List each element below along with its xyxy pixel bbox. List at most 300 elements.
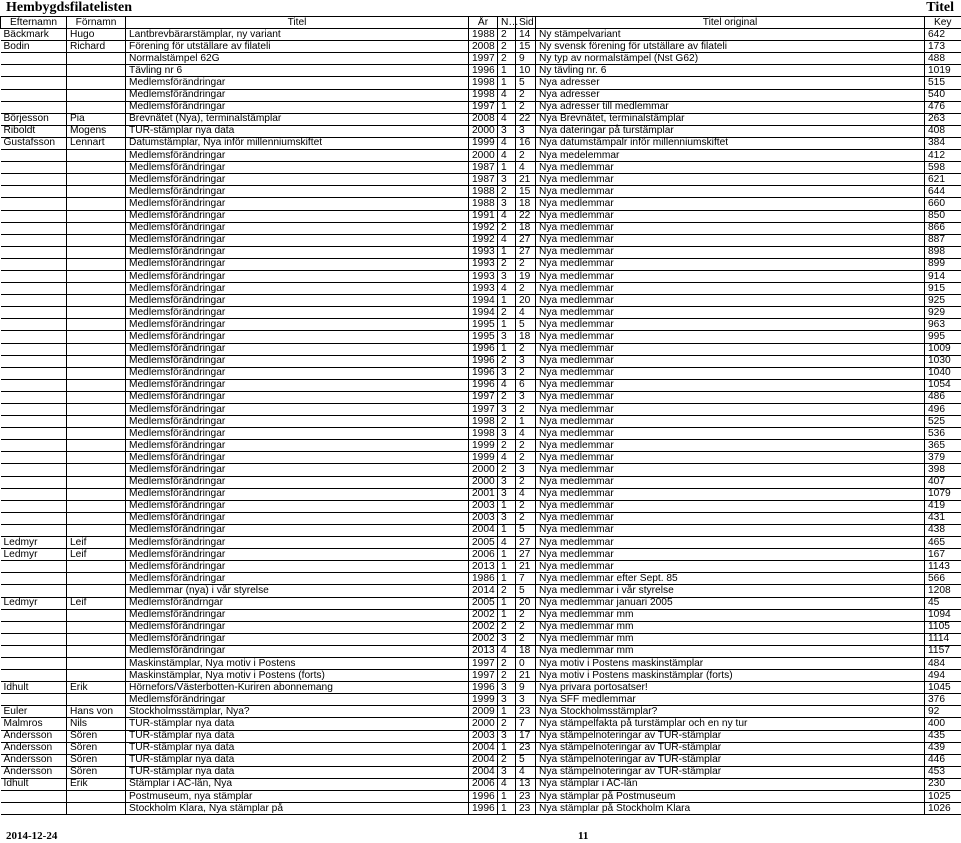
cell-nummer: 4: [498, 778, 516, 790]
cell-nummer: 1: [498, 246, 516, 258]
cell-titel: TUR-stämplar nya data: [126, 125, 469, 137]
table-row: [1, 404, 961, 416]
cell-nummer: 3: [498, 766, 516, 778]
cell-fornamn: [67, 428, 126, 440]
cell-ar: 2002: [469, 633, 498, 645]
cell-key: 850: [925, 210, 961, 222]
cell-fornamn: [67, 210, 126, 222]
cell-titel: Maskinstämplar, Nya motiv i Postens (forts): [126, 670, 469, 682]
cell-efternamn: [1, 791, 67, 803]
cell-titel-original: Nya medlemmar: [536, 246, 925, 258]
cell-fornamn: [67, 283, 126, 295]
cell-key: 412: [925, 150, 961, 162]
cell-sid: 2: [516, 150, 536, 162]
cell-titel-original: Nya medlemmar: [536, 222, 925, 234]
cell-sid: 14: [516, 29, 536, 41]
col-header-sid: Sid: [516, 17, 536, 29]
cell-nummer: 3: [498, 367, 516, 379]
cell-titel-original: Nya stämplar på Postmuseum: [536, 791, 925, 803]
cell-fornamn: [67, 416, 126, 428]
cell-efternamn: Andersson: [1, 730, 67, 742]
cell-key: 92: [925, 706, 961, 718]
cell-efternamn: [1, 270, 67, 282]
cell-titel: Medlemsförändringar: [126, 210, 469, 222]
table-row: [1, 137, 961, 149]
cell-efternamn: [1, 488, 67, 500]
cell-key: 167: [925, 549, 961, 561]
cell-fornamn: Sören: [67, 730, 126, 742]
cell-nummer: 1: [498, 561, 516, 573]
cell-efternamn: Malmros: [1, 718, 67, 730]
cell-titel-original: Nya medelemmar: [536, 150, 925, 162]
cell-titel-original: Nya medlemmar: [536, 162, 925, 174]
cell-nummer: 1: [498, 319, 516, 331]
cell-titel-original: Nya medlemmar: [536, 367, 925, 379]
cell-fornamn: [67, 246, 126, 258]
cell-fornamn: [67, 343, 126, 355]
cell-sid: 5: [516, 319, 536, 331]
cell-sid: 2: [516, 404, 536, 416]
cell-efternamn: [1, 803, 67, 815]
table-row: [1, 29, 961, 41]
footer-date: 2014-12-24: [6, 830, 58, 842]
table-row: [1, 633, 961, 645]
table-row: [1, 307, 961, 319]
cell-efternamn: [1, 561, 67, 573]
cell-key: 1025: [925, 791, 961, 803]
cell-ar: 2004: [469, 742, 498, 754]
cell-fornamn: [67, 464, 126, 476]
cell-fornamn: Sören: [67, 754, 126, 766]
cell-sid: 2: [516, 452, 536, 464]
cell-key: 525: [925, 416, 961, 428]
cell-sid: 3: [516, 355, 536, 367]
table-row: [1, 537, 961, 549]
cell-titel: Lantbrevbärarstämplar, ny variant: [126, 29, 469, 41]
cell-titel: Medlemsförändringar: [126, 452, 469, 464]
cell-titel-original: Nya stämpelnoteringar av TUR-stämplar: [536, 754, 925, 766]
cell-sid: 27: [516, 537, 536, 549]
cell-nummer: 2: [498, 464, 516, 476]
cell-titel-original: Nya stämpelnoteringar av TUR-stämplar: [536, 766, 925, 778]
col-header-ar: År: [469, 17, 498, 29]
cell-titel-original: Nya medlemmar: [536, 404, 925, 416]
cell-efternamn: [1, 416, 67, 428]
table-row: [1, 778, 961, 790]
cell-nummer: 3: [498, 512, 516, 524]
cell-ar: 2003: [469, 500, 498, 512]
cell-fornamn: Mogens: [67, 125, 126, 137]
cell-efternamn: [1, 379, 67, 391]
cell-fornamn: Pia: [67, 113, 126, 125]
cell-titel-original: Nya stämplar på Stockholm Klara: [536, 803, 925, 815]
cell-key: 1019: [925, 65, 961, 77]
cell-titel: Medlemsförändringar: [126, 101, 469, 113]
cell-key: 496: [925, 404, 961, 416]
cell-titel-original: Ny svensk förening för utställare av filateli: [536, 41, 925, 53]
cell-sid: 2: [516, 343, 536, 355]
cell-sid: 16: [516, 137, 536, 149]
cell-nummer: 1: [498, 549, 516, 561]
cell-ar: 1988: [469, 29, 498, 41]
cell-titel: Normalstämpel 62G: [126, 53, 469, 65]
cell-sid: 27: [516, 234, 536, 246]
cell-key: 1026: [925, 803, 961, 815]
table-row: [1, 440, 961, 452]
cell-fornamn: Leif: [67, 597, 126, 609]
cell-ar: 2009: [469, 706, 498, 718]
cell-fornamn: [67, 101, 126, 113]
cell-sid: 2: [516, 512, 536, 524]
cell-efternamn: [1, 186, 67, 198]
cell-ar: 2006: [469, 549, 498, 561]
cell-efternamn: [1, 174, 67, 186]
cell-ar: 1996: [469, 367, 498, 379]
table-row: [1, 645, 961, 657]
cell-efternamn: [1, 500, 67, 512]
cell-sid: 9: [516, 53, 536, 65]
cell-titel-original: Nya medlemmar: [536, 500, 925, 512]
cell-titel-original: Nya medlemmar: [536, 307, 925, 319]
cell-sid: 2: [516, 440, 536, 452]
cell-sid: 2: [516, 609, 536, 621]
table-row: [1, 234, 961, 246]
cell-sid: 2: [516, 633, 536, 645]
cell-titel-original: Nya stämpelnoteringar av TUR-stämplar: [536, 730, 925, 742]
cell-key: 1208: [925, 585, 961, 597]
cell-sid: 2: [516, 101, 536, 113]
cell-efternamn: [1, 234, 67, 246]
cell-titel-original: Nya medlemmar: [536, 416, 925, 428]
cell-titel: Medlemsförändringar: [126, 524, 469, 536]
cell-sid: 20: [516, 597, 536, 609]
cell-titel: TUR-stämplar nya data: [126, 754, 469, 766]
table-row: [1, 464, 961, 476]
cell-efternamn: Ledmyr: [1, 597, 67, 609]
cell-titel-original: Nya medlemmar: [536, 488, 925, 500]
footer-page-number: 11: [578, 830, 589, 842]
cell-ar: 2004: [469, 754, 498, 766]
cell-efternamn: [1, 331, 67, 343]
cell-titel: Medlemsförändringar: [126, 258, 469, 270]
cell-fornamn: [67, 561, 126, 573]
cell-sid: 23: [516, 742, 536, 754]
cell-ar: 1996: [469, 65, 498, 77]
cell-fornamn: [67, 258, 126, 270]
cell-titel: Medlemsförändringar: [126, 150, 469, 162]
cell-titel-original: Nya medlemmar: [536, 524, 925, 536]
cell-key: 898: [925, 246, 961, 258]
table-row: [1, 597, 961, 609]
cell-nummer: 2: [498, 258, 516, 270]
cell-fornamn: Sören: [67, 742, 126, 754]
cell-ar: 2000: [469, 718, 498, 730]
cell-sid: 15: [516, 41, 536, 53]
table-row: [1, 41, 961, 53]
cell-key: 1040: [925, 367, 961, 379]
cell-sid: 9: [516, 682, 536, 694]
cell-ar: 1999: [469, 137, 498, 149]
table-row: [1, 476, 961, 488]
cell-nummer: 3: [498, 331, 516, 343]
cell-titel-original: Nya motiv i Postens maskinstämplar: [536, 657, 925, 669]
cell-key: 1094: [925, 609, 961, 621]
cell-titel: Medlemsförändringar: [126, 512, 469, 524]
cell-ar: 2013: [469, 645, 498, 657]
cell-nummer: 1: [498, 343, 516, 355]
cell-sid: 2: [516, 283, 536, 295]
table-row: [1, 561, 961, 573]
cell-ar: 1993: [469, 246, 498, 258]
cell-ar: 1999: [469, 440, 498, 452]
cell-efternamn: [1, 295, 67, 307]
table-row: [1, 379, 961, 391]
cell-titel-original: Nya medlemmar: [536, 428, 925, 440]
cell-sid: 15: [516, 186, 536, 198]
cell-ar: 1997: [469, 670, 498, 682]
cell-ar: 1998: [469, 77, 498, 89]
cell-sid: 23: [516, 803, 536, 815]
cell-fornamn: [67, 391, 126, 403]
cell-titel: Medlemsförändringar: [126, 621, 469, 633]
cell-ar: 2014: [469, 585, 498, 597]
cell-sid: 2: [516, 476, 536, 488]
cell-fornamn: [67, 162, 126, 174]
cell-key: 439: [925, 742, 961, 754]
col-header-nummer: N…: [498, 17, 516, 29]
cell-key: 1143: [925, 561, 961, 573]
cell-efternamn: Andersson: [1, 754, 67, 766]
cell-nummer: 1: [498, 500, 516, 512]
cell-key: 1054: [925, 379, 961, 391]
cell-key: 536: [925, 428, 961, 440]
cell-titel: Medlemsförändringar: [126, 500, 469, 512]
cell-titel: Medlemsförändringar: [126, 549, 469, 561]
cell-nummer: 3: [498, 730, 516, 742]
cell-ar: 1991: [469, 210, 498, 222]
cell-nummer: 2: [498, 416, 516, 428]
cell-titel: Medlemsförändringar: [126, 694, 469, 706]
cell-efternamn: [1, 621, 67, 633]
cell-ar: 2000: [469, 150, 498, 162]
cell-fornamn: [67, 657, 126, 669]
cell-sid: 3: [516, 694, 536, 706]
cell-key: 435: [925, 730, 961, 742]
table-row: [1, 549, 961, 561]
cell-titel: Medlemsförändringar: [126, 246, 469, 258]
cell-fornamn: [67, 355, 126, 367]
cell-efternamn: Andersson: [1, 766, 67, 778]
cell-nummer: 2: [498, 754, 516, 766]
cell-ar: 1998: [469, 428, 498, 440]
cell-titel: Medlemsförändringar: [126, 234, 469, 246]
cell-titel-original: Nya medlemmar: [536, 343, 925, 355]
cell-sid: 21: [516, 670, 536, 682]
cell-ar: 1986: [469, 573, 498, 585]
cell-titel: Medlemsförändringar: [126, 162, 469, 174]
cell-efternamn: [1, 210, 67, 222]
cell-fornamn: [67, 670, 126, 682]
cell-fornamn: [67, 89, 126, 101]
cell-fornamn: [67, 367, 126, 379]
cell-key: 488: [925, 53, 961, 65]
table-row: [1, 416, 961, 428]
cell-titel-original: Nya medlemmar: [536, 452, 925, 464]
cell-key: 263: [925, 113, 961, 125]
table-row: [1, 585, 961, 597]
cell-sid: 2: [516, 500, 536, 512]
cell-ar: 1996: [469, 343, 498, 355]
cell-nummer: 2: [498, 41, 516, 53]
cell-sid: 2: [516, 621, 536, 633]
cell-fornamn: [67, 270, 126, 282]
cell-ar: 1988: [469, 186, 498, 198]
cell-titel: Stockholm Klara, Nya stämplar på: [126, 803, 469, 815]
cell-nummer: 3: [498, 633, 516, 645]
cell-nummer: 2: [498, 718, 516, 730]
cell-sid: 5: [516, 77, 536, 89]
table-header-row: [1, 17, 961, 29]
table-row: [1, 367, 961, 379]
cell-ar: 1993: [469, 258, 498, 270]
table-row: [1, 657, 961, 669]
table-row: [1, 210, 961, 222]
cell-sid: 3: [516, 464, 536, 476]
cell-ar: 2003: [469, 512, 498, 524]
cell-sid: 19: [516, 270, 536, 282]
cell-key: 173: [925, 41, 961, 53]
cell-titel: Stockholmsstämplar, Nya?: [126, 706, 469, 718]
cell-nummer: 1: [498, 65, 516, 77]
cell-titel: Medlemsförändringar: [126, 343, 469, 355]
cell-key: 1105: [925, 621, 961, 633]
cell-key: 1030: [925, 355, 961, 367]
cell-titel-original: Nya medlemmar mm: [536, 645, 925, 657]
cell-sid: 23: [516, 791, 536, 803]
cell-nummer: 4: [498, 234, 516, 246]
cell-nummer: 2: [498, 585, 516, 597]
cell-sid: 23: [516, 706, 536, 718]
cell-nummer: 2: [498, 355, 516, 367]
cell-efternamn: [1, 428, 67, 440]
cell-fornamn: [67, 222, 126, 234]
cell-ar: 2002: [469, 609, 498, 621]
cell-sid: 27: [516, 549, 536, 561]
cell-sid: 4: [516, 766, 536, 778]
cell-fornamn: [67, 404, 126, 416]
cell-titel-original: Nya medlemmar: [536, 379, 925, 391]
col-header-titel-original: Titel original: [536, 17, 925, 29]
cell-nummer: 4: [498, 537, 516, 549]
cell-sid: 4: [516, 162, 536, 174]
table-row: [1, 270, 961, 282]
cell-efternamn: [1, 657, 67, 669]
cell-efternamn: [1, 645, 67, 657]
cell-titel: Medlemsförändringar: [126, 283, 469, 295]
cell-nummer: 3: [498, 270, 516, 282]
cell-ar: 1995: [469, 331, 498, 343]
cell-titel: Medlemsförändringar: [126, 488, 469, 500]
cell-key: 365: [925, 440, 961, 452]
cell-efternamn: Idhult: [1, 778, 67, 790]
cell-fornamn: Leif: [67, 549, 126, 561]
cell-titel: Medlemsförändringar: [126, 222, 469, 234]
cell-titel-original: Nya dateringar på turstämplar: [536, 125, 925, 137]
cell-titel: Förening för utställare av filateli: [126, 41, 469, 53]
cell-sid: 4: [516, 428, 536, 440]
cell-key: 1009: [925, 343, 961, 355]
cell-fornamn: Sören: [67, 766, 126, 778]
cell-titel: Medlemsförändringar: [126, 561, 469, 573]
cell-nummer: 1: [498, 609, 516, 621]
cell-sid: 13: [516, 778, 536, 790]
cell-titel-original: Nya medlemmar: [536, 355, 925, 367]
cell-titel: TUR-stämplar nya data: [126, 766, 469, 778]
cell-nummer: 3: [498, 694, 516, 706]
table-row: [1, 730, 961, 742]
cell-titel-original: Nya medlemmar: [536, 476, 925, 488]
cell-efternamn: Riboldt: [1, 125, 67, 137]
header-column-title: Titel: [926, 0, 954, 15]
cell-titel-original: Nya privara portosatser!: [536, 682, 925, 694]
cell-titel: Medlemsförändringar: [126, 379, 469, 391]
table-row: [1, 331, 961, 343]
cell-efternamn: [1, 77, 67, 89]
cell-titel: Medlemsförändrngar: [126, 597, 469, 609]
cell-ar: 1996: [469, 682, 498, 694]
cell-key: 431: [925, 512, 961, 524]
cell-titel-original: Nya adresser till medlemmar: [536, 101, 925, 113]
cell-sid: 6: [516, 379, 536, 391]
cell-fornamn: [67, 524, 126, 536]
cell-ar: 2005: [469, 537, 498, 549]
table-row: [1, 222, 961, 234]
cell-fornamn: [67, 295, 126, 307]
cell-sid: 5: [516, 754, 536, 766]
cell-nummer: 3: [498, 404, 516, 416]
cell-efternamn: [1, 283, 67, 295]
cell-titel: Brevnätet (Nya), terminalstämplar: [126, 113, 469, 125]
table-row: [1, 742, 961, 754]
table-row: [1, 791, 961, 803]
table-row: [1, 258, 961, 270]
cell-key: 407: [925, 476, 961, 488]
cell-efternamn: Idhult: [1, 682, 67, 694]
cell-fornamn: [67, 621, 126, 633]
article-index-table: [0, 16, 961, 815]
cell-ar: 1992: [469, 234, 498, 246]
cell-key: 929: [925, 307, 961, 319]
cell-titel: Medlemsförändringar: [126, 464, 469, 476]
cell-fornamn: [67, 379, 126, 391]
cell-ar: 1997: [469, 391, 498, 403]
cell-titel: Medlemsförändringar: [126, 416, 469, 428]
cell-sid: 3: [516, 391, 536, 403]
cell-key: 644: [925, 186, 961, 198]
cell-titel-original: Nya medlemmar: [536, 295, 925, 307]
cell-key: 384: [925, 137, 961, 149]
cell-ar: 2000: [469, 464, 498, 476]
table-row: [1, 246, 961, 258]
cell-key: 598: [925, 162, 961, 174]
cell-titel: Medlemmar (nya) i vår styrelse: [126, 585, 469, 597]
table-row: [1, 77, 961, 89]
cell-titel: Stämplar i AC-län, Nya: [126, 778, 469, 790]
cell-titel: Medlemsförändringar: [126, 367, 469, 379]
cell-efternamn: [1, 246, 67, 258]
cell-titel-original: Nya SFF medlemmar: [536, 694, 925, 706]
cell-titel: Medlemsförändringar: [126, 270, 469, 282]
